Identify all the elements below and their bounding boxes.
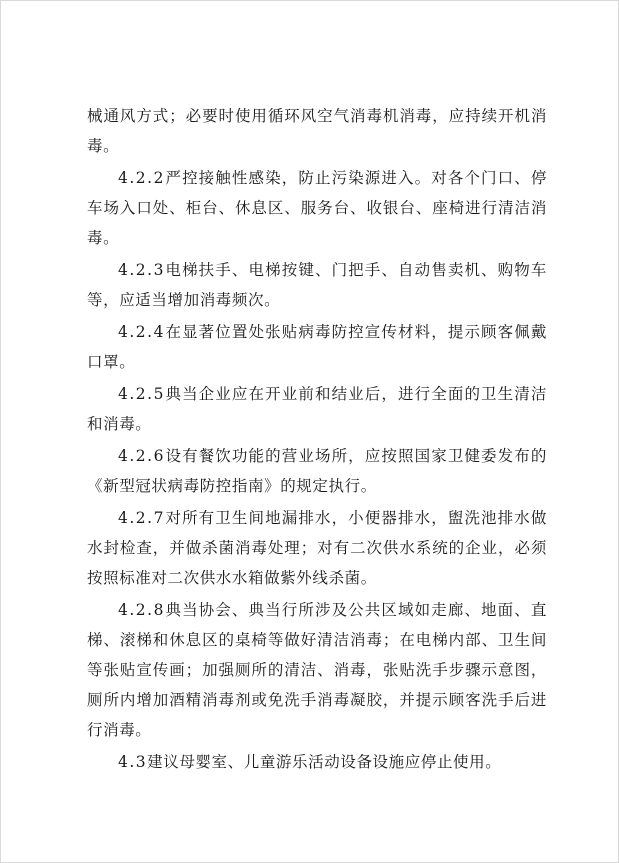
clause-4-2-4 xyxy=(87,317,547,377)
clause-4-2-2 xyxy=(87,163,547,253)
clause-text: 在显著位置处张贴病毒防控宣传材料，提示顾客佩戴口罩。 xyxy=(87,323,547,371)
clause-number: 4.3 xyxy=(118,753,148,771)
clause-text: 典当企业应在开业前和结业后，进行全面的卫生清洁和消毒。 xyxy=(87,385,547,433)
clause-number: 4.2.4 xyxy=(118,323,165,341)
clause-number: 4.2.5 xyxy=(118,385,165,403)
clause-text: 严控接触性感染，防止污染源进入。对各个门口、停车场入口处、柜台、休息区、服务台、收银台、座椅进行清洁消毒。 xyxy=(87,169,547,247)
clause-text: 对所有卫生间地漏排水，小便器排水，盥洗池排水做水封检查，并做杀菌消毒处理；对有二次供水系统的企业，必须按照标准对二次供水水箱做紫外线杀菌。 xyxy=(87,509,547,587)
clause-4-2-3 xyxy=(87,255,547,315)
clause-4-2-8 xyxy=(87,595,547,745)
clause-number: 4.2.7 xyxy=(118,509,165,527)
clause-4-2-7 xyxy=(87,503,547,593)
clause-number: 4.2.6 xyxy=(118,447,165,465)
clause-text: 电梯扶手、电梯按键、门把手、自动售卖机、购物车等，应适当增加消毒频次。 xyxy=(87,261,547,309)
clause-4-3 xyxy=(87,747,547,777)
clause-number: 4.2.2 xyxy=(118,169,165,187)
clause-4-2-5 xyxy=(87,379,547,439)
document-body xyxy=(87,101,547,779)
clause-text: 典当协会、典当行所涉及公共区域如走廊、地面、直梯、滚梯和休息区的桌椅等做好清洁消毒；在电梯内部、卫生间等张贴宣传画；加强厕所的清洁、消毒，张贴洗手步骤示意图，厕所内增加酒精消毒剂或免洗手消毒凝胶，并提示顾客洗手后进行消毒。 xyxy=(87,601,547,739)
clause-text: 设有餐饮功能的营业场所，应按照国家卫健委发布的《新型冠状病毒防控指南》的规定执行。 xyxy=(87,447,547,495)
clause-number: 4.2.8 xyxy=(118,601,165,619)
paragraph-continuation xyxy=(87,101,547,161)
clause-4-2-6 xyxy=(87,441,547,501)
clause-text: 建议母婴室、儿童游乐活动设备设施应停止使用。 xyxy=(147,753,502,771)
clause-number: 4.2.3 xyxy=(118,261,165,279)
paragraph-text: 械通风方式；必要时使用循环风空气消毒机消毒，应持续开机消毒。 xyxy=(87,107,547,155)
